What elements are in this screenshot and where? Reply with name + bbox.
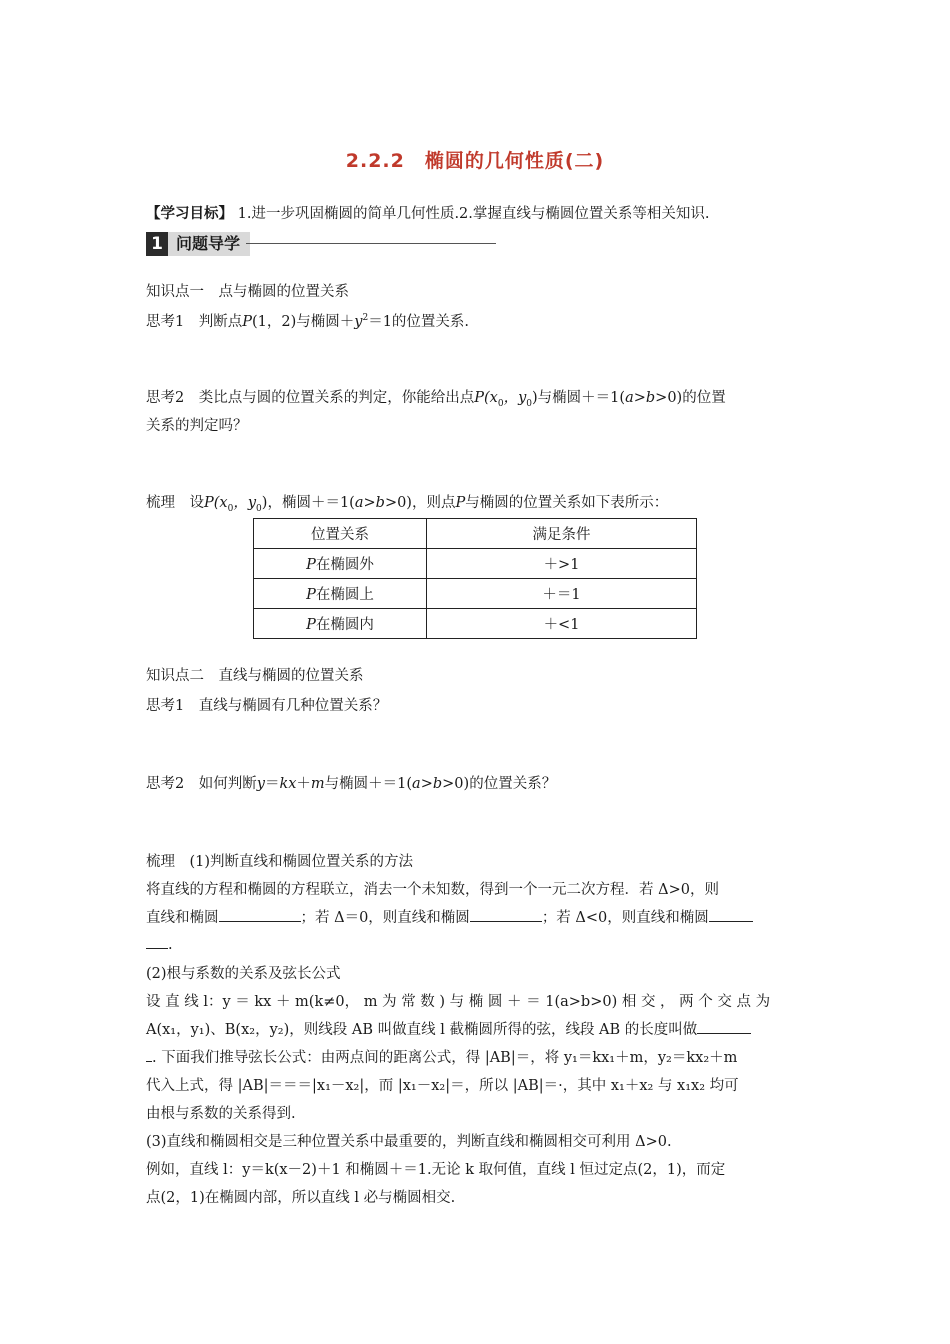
k2-heading: 知识点二 直线与椭圆的位置关系 [146, 668, 364, 684]
k2-summary-2-line-1: 设 直 线 l：y ＝ kx ＋ m(k≠0， m 为 常 数 ) 与 椭 圆 ＋ ＝ 1(a>b>0) 相 交 ， 两 个 交 点 为 [146, 994, 771, 1010]
table-cell: P在椭圆外 [254, 549, 427, 579]
k2-summary-3-line-3: 点(2，1)在椭圆内部，所以直线 l 必与椭圆相交. [146, 1190, 456, 1206]
k2-summary-1-line-2: 直线和椭圆 ；若 Δ＝0，则直线和椭圆 ；若 Δ<0，则直线和椭圆 [146, 906, 753, 927]
k1-heading: 知识点一 点与椭圆的位置关系 [146, 284, 349, 300]
page-title: 2.2.2 椭圆的几何性质(二) [345, 150, 605, 172]
k1-summary: 梳理 设$P(x_0$，$y_0$)，椭圆＋＝1(a>b>0)，则点P与椭圆的位置关系如下表所示： [146, 495, 669, 514]
table-header: 位置关系 [254, 519, 427, 549]
k2-summary-2-line-4: 代入上式，得 |AB|＝＝＝|x₁－x₂|，而 |x₁－x₂|＝，所以 |AB|＝·，其中 x₁＋x₂ 与 x₁x₂ 均可 [146, 1078, 739, 1094]
learning-goals-tag: 【学习目标】 [146, 206, 233, 222]
k2-summary-2-heading: (2)根与系数的关系及弦长公式 [146, 966, 341, 982]
section-rule [246, 243, 496, 244]
k2-summary-1-line-1: 将直线的方程和椭圆的方程联立，消去一个未知数，得到一个一元二次方程．若 Δ>0，则 [146, 882, 719, 898]
table-header: 满足条件 [427, 519, 697, 549]
answer-blank [470, 907, 542, 922]
k2-summary-2-line-3: . 下面我们推导弦长公式：由两点间的距离公式，得 |AB|＝，将 y₁＝kx₁＋m，y₂＝kx₂＋m [146, 1046, 737, 1067]
k1-question-1: 思考1 判断点P(1，2)与椭圆$+y^2=1$的位置关系. [146, 313, 470, 330]
position-table [253, 518, 697, 639]
k2-question-2: 思考2 如何判断y＝kx＋m与椭圆＋＝1(a>b>0)的位置关系？ [146, 776, 557, 792]
k1-question-2: 思考2 类比点与圆的位置关系的判定，你能给出点$P(x_0$，$y_0$)与椭圆＋＝1(a>b>0)的位置 [146, 390, 726, 409]
k2-question-1: 思考1 直线与椭圆有几种位置关系？ [146, 698, 388, 714]
table-cell: ＋<1 [427, 609, 697, 639]
answer-blank [697, 1019, 751, 1034]
table-row [254, 579, 697, 609]
table-cell: ＋＝1 [427, 579, 697, 609]
k1-question-2-cont: 关系的判定吗？ [146, 418, 248, 434]
k2-summary-3-line-1: (3)直线和椭圆相交是三种位置关系中最重要的，判断直线和椭圆相交可利用 Δ>0. [146, 1134, 672, 1150]
table-row [254, 609, 697, 639]
answer-blank [709, 907, 753, 922]
answer-blank [219, 907, 301, 922]
k2-summary-3-line-2: 例如，直线 l：y＝k(x－2)＋1 和椭圆＋＝1.无论 k 取何值，直线 l 恒过定点(2，1)，而定 [146, 1162, 726, 1178]
section-number: 1 [146, 232, 168, 256]
section-banner [146, 232, 496, 256]
learning-goals [146, 202, 710, 223]
table-row [254, 549, 697, 579]
table-cell: P在椭圆内 [254, 609, 427, 639]
table-cell: ＋>1 [427, 549, 697, 579]
k2-summary-2-line-5: 由根与系数的关系得到. [146, 1106, 296, 1122]
table-cell: P在椭圆上 [254, 579, 427, 609]
section-label: 问题导学 [168, 232, 250, 256]
learning-goals-text: 1.进一步巩固椭圆的简单几何性质.2.掌握直线与椭圆位置关系等相关知识. [237, 206, 710, 222]
answer-blank [146, 934, 168, 949]
k2-summary-2-line-2: A(x₁，y₁)、B(x₂，y₂)，则线段 AB 叫做直线 l 截椭圆所得的弦，线段 AB 的长度叫做 [146, 1018, 751, 1039]
k2-summary-1-heading: 梳理 (1)判断直线和椭圆位置关系的方法 [146, 854, 414, 870]
table-header-row [254, 519, 697, 549]
k2-summary-1-line-3: . [146, 934, 173, 953]
